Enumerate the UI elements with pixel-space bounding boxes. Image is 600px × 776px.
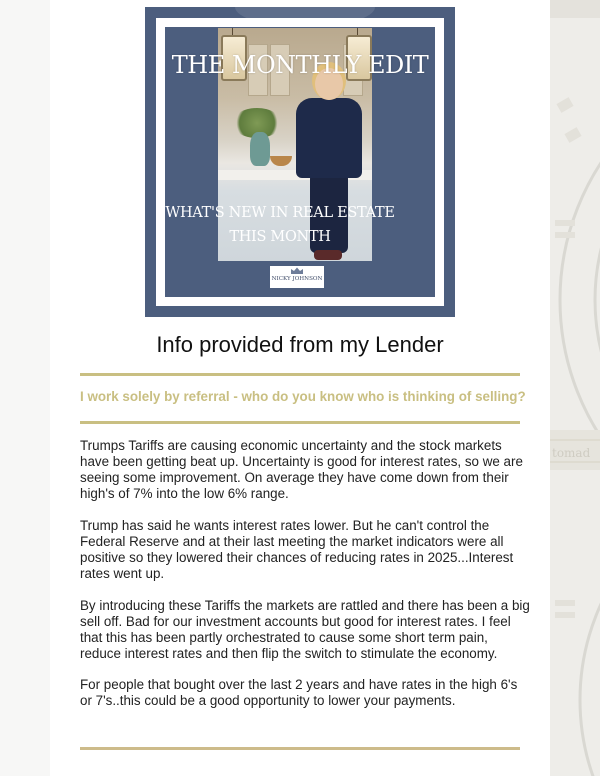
page-background-left — [0, 0, 50, 776]
paragraph-market-selloff: By introducing these Tariffs the markets are rattled and there has been a big sell off. Bad for our investment accounts but good for interest rates. I feel that this has been partly orchestrated to cause some short term pain, reduce interest rates and then flip the switch to stimulate the economy. — [80, 598, 530, 661]
clock-background-image — [550, 0, 600, 776]
divider-top — [80, 373, 520, 376]
brand-logo-text: NICKY JOHNSON — [271, 276, 323, 282]
referral-tagline: I work solely by referral - who do you know who is thinking of selling? — [80, 389, 526, 404]
hero-subtitle: WHAT'S NEW IN REAL ESTATE THIS MONTH — [165, 205, 395, 245]
fruit-bowl — [270, 156, 292, 166]
hero-white-frame — [156, 18, 444, 306]
person-shoes — [314, 250, 342, 260]
hero-title: THE MONTHLY EDIT — [171, 51, 429, 79]
section-heading: Info provided from my Lender — [156, 332, 444, 357]
divider-bottom — [80, 747, 520, 750]
vase — [250, 132, 270, 166]
hero-inner-panel — [165, 27, 435, 297]
paragraph-refinance-opportunity: For people that bought over the last 2 years and have rates in the high 6's or 7's..this could be a good opportunity to lower your payments. — [80, 677, 518, 708]
paragraph-federal-reserve: Trump has said he wants interest rates lower. But he can't control the Federal Reserve and at their last meeting the market indicators were all positive so they lowered their chances of reducing rates in 2025...Interest rates went up. — [80, 518, 514, 581]
paragraph-tariffs: Trumps Tariffs are causing economic uncertainty and the stock markets have been getting beat up. Uncertainty is good for interest rates, so we are seeing some improvement. On average they have come down from their high's of 7% into the low 6% range. — [80, 438, 523, 501]
hero-banner-image[interactable] — [145, 7, 455, 317]
brand-logo — [270, 266, 324, 288]
person-body — [296, 98, 362, 178]
email-content-column — [50, 0, 550, 776]
crown-icon — [290, 267, 304, 275]
clock-face-icon — [550, 0, 600, 776]
svg-text:tomad: tomad — [552, 446, 591, 460]
divider-middle — [80, 421, 520, 424]
